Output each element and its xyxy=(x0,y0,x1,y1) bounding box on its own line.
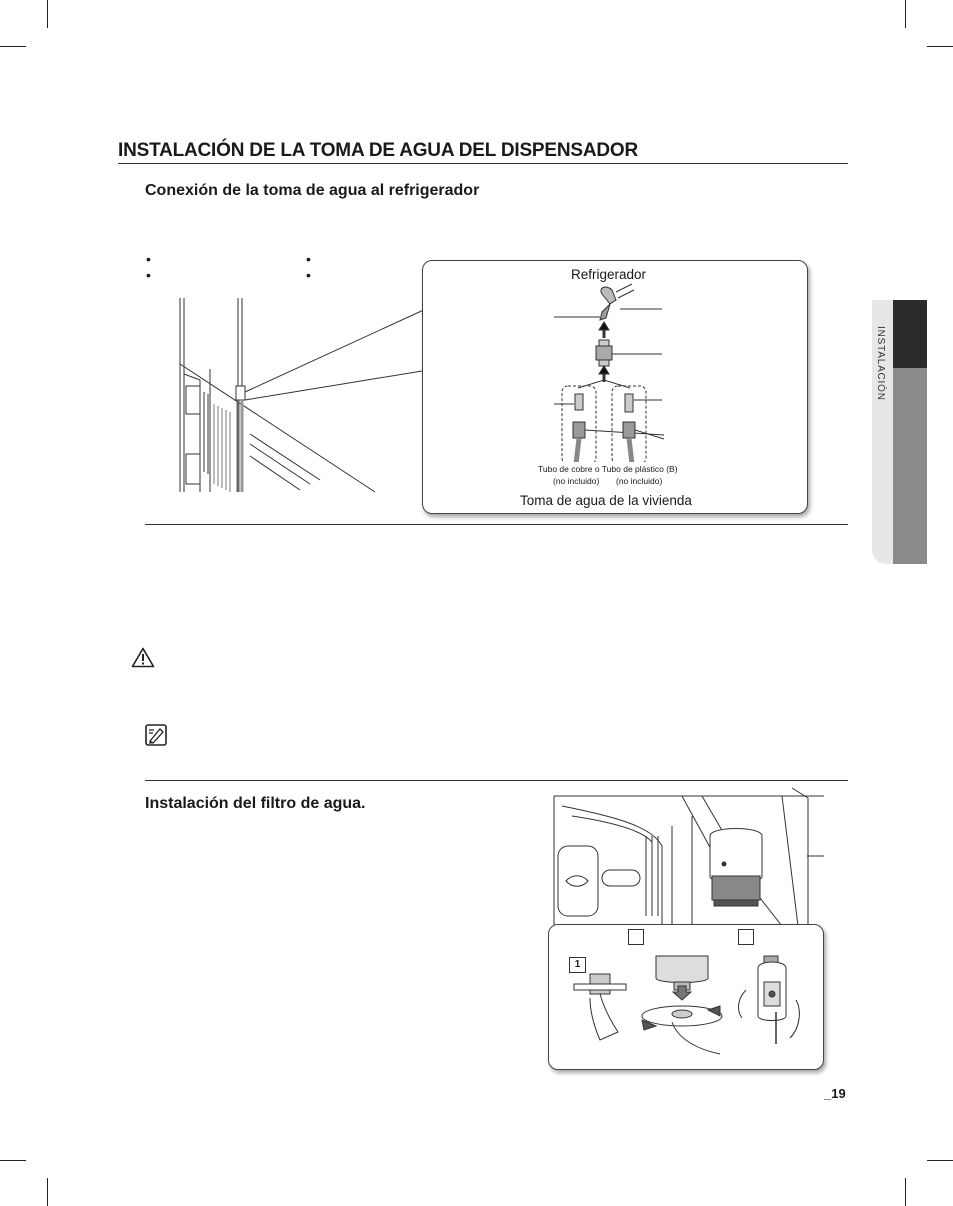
refrigerator-label: Refrigerador xyxy=(571,267,647,282)
tube-types-label: Tubo de cobre o Tubo de plástico (B) xyxy=(538,464,678,474)
crop-mark xyxy=(927,46,953,47)
crop-mark xyxy=(0,46,26,47)
plastic-not-included-label: (no incluido) xyxy=(616,476,663,486)
section-title: INSTALACIÓN DE LA TOMA DE AGUA DEL DISPENSADOR xyxy=(118,140,639,161)
crop-mark xyxy=(905,0,906,28)
crop-mark xyxy=(905,1178,906,1206)
section-divider xyxy=(145,780,848,781)
section-divider xyxy=(145,524,848,525)
crop-mark xyxy=(0,1160,26,1161)
bullet: • xyxy=(306,267,311,283)
step-box xyxy=(738,929,754,945)
filter-location-illustration xyxy=(552,786,824,926)
side-tab-marker xyxy=(893,300,927,368)
bullet: • xyxy=(146,251,151,267)
note-icon xyxy=(145,724,167,746)
crop-mark xyxy=(47,0,48,28)
page-number: _19 xyxy=(824,1086,846,1101)
side-tab-band xyxy=(893,368,927,564)
step-box xyxy=(628,929,644,945)
warning-icon xyxy=(131,647,155,668)
subsection-title-water-filter: Instalación del filtro de agua. xyxy=(145,795,366,812)
section-title-rule xyxy=(118,163,848,164)
crop-mark xyxy=(47,1178,48,1206)
bullet: • xyxy=(306,251,311,267)
subsection-title-connection: Conexión de la toma de agua al refrigerador xyxy=(145,182,480,199)
copper-not-included-label: (no incluido) xyxy=(553,476,600,486)
side-tab-label: INSTALACIÓN xyxy=(875,326,886,401)
callout-pointer xyxy=(240,260,430,410)
connection-parts-illustration xyxy=(540,282,680,462)
crop-mark xyxy=(927,1160,953,1161)
step-number: 1 xyxy=(574,959,581,970)
filter-steps-illustration xyxy=(560,950,810,1064)
bullet: • xyxy=(146,267,151,283)
household-water-label: Toma de agua de la vivienda xyxy=(520,493,692,508)
